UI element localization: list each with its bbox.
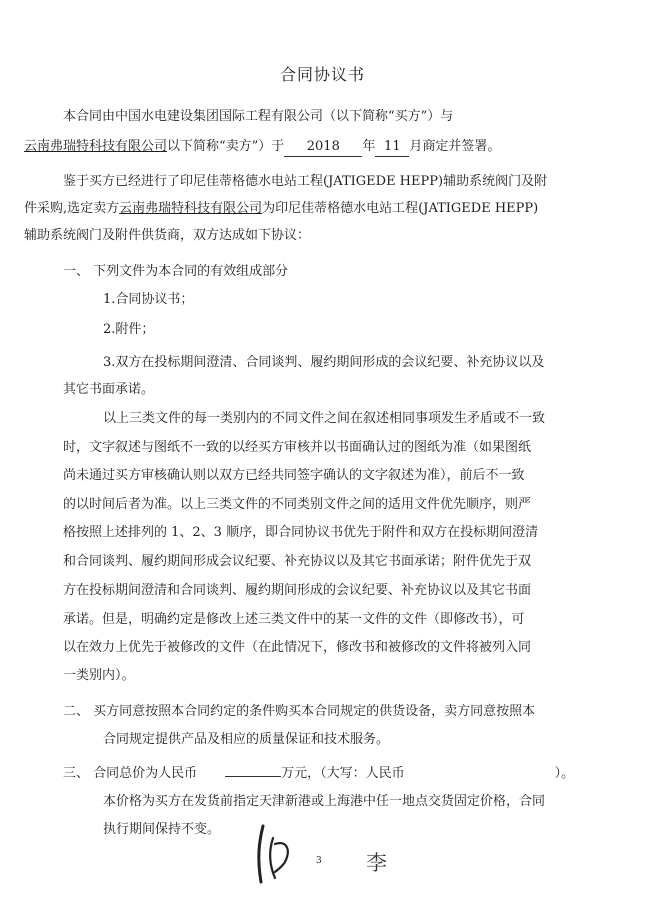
section-3-line-3: 执行期间保持不变。 — [103, 822, 221, 837]
priority-line-9: 以在效力上优先于被修改的文件（在此情况下，修改书和被修改的文件将被列入同 — [63, 640, 532, 655]
priority-line-2: 时，文字叙述与图纸不一致的以经买方审核并以书面确认过的图纸为准（如果图纸 — [63, 440, 532, 455]
priority-line-5: 格按照上述排列的 1、2、3 顺序，即合同协议书优先于附件和双方在投标期间澄清 — [63, 525, 539, 540]
section-1-item-2: 2.附件； — [103, 322, 155, 337]
handwritten-initial-right: 李 — [366, 851, 387, 875]
priority-line-4: 的以时间后者为准。以上三类文件的不同类别文件之间的适用文件优先顺序，则严 — [63, 497, 532, 512]
intro-line-2 — [24, 138, 500, 157]
page-number: 3 — [316, 856, 322, 866]
intro-text-b: 年 — [362, 139, 376, 154]
sign-month: 11 — [375, 138, 409, 157]
preamble-text-b: 为印尼佳蒂格德水电站工程(JATIGEDE HEPP) — [262, 201, 539, 216]
sign-year: 2018 — [284, 138, 362, 157]
section-1-item-1: 1.合同协议书； — [103, 292, 194, 307]
priority-line-7: 方在投标期间澄清和合同谈判、履约期间形成的会议纪要、补充协议以及其它书面 — [63, 583, 532, 598]
priority-line-3: 尚未通过买方审核确认则以双方已经共同签字确认的文字叙述为准），前后不一致 — [63, 468, 525, 483]
section-2-line-2: 合同规定提供产品及相应的质量保证和技术服务。 — [103, 732, 390, 747]
seller-name: 云南弗瑞特科技有限公司 — [24, 139, 168, 154]
total-price-close: ）。 — [554, 766, 575, 781]
total-price-capital-label: 万元，（大写：人民币 — [281, 766, 405, 781]
intro-text-a: 以下简称“卖方”）于 — [167, 139, 285, 154]
preamble-line-3: 辅助系统阀门及附件供货商，双方达成如下协议： — [24, 228, 311, 243]
priority-line-6: 和合同谈判、履约期间形成会议纪要、补充协议以及其它书面承诺；附件优先于双 — [63, 554, 532, 569]
preamble-seller-name: 云南弗瑞特科技有限公司 — [119, 201, 263, 216]
preamble-line-1: 鉴于买方已经进行了印尼佳蒂格德水电站工程(JATIGEDE HEPP)辅助系统阀门及附 — [63, 174, 548, 189]
preamble-text-a: 件采购,选定卖方 — [24, 201, 120, 216]
section-2-line-1: 二、 买方同意按照本合同约定的条件购买本合同规定的供货设备，卖方同意按照本 — [63, 704, 536, 719]
document-title: 合同协议书 — [279, 65, 365, 84]
intro-text-c: 月商定并签署。 — [409, 139, 501, 154]
handwritten-signature-left — [245, 820, 305, 890]
priority-line-8: 承诺。但是，明确约定是修改上述三类文件中的某一文件的文件（即修改书），可 — [63, 612, 525, 627]
section-1-item-3-line-1: 3.双方在投标期间澄清、合同谈判、履约期间形成的会议纪要、补充协议以及 — [103, 355, 545, 370]
section-1-heading: 一、 下列文件为本合同的有效组成部分 — [63, 264, 289, 279]
preamble-line-2 — [24, 200, 538, 218]
section-3-line-2: 本价格为买方在发货前指定天津新港或上海港中任一地点交货固定价格，合同 — [103, 794, 546, 809]
section-1-item-3-line-2: 其它书面承诺。 — [63, 382, 155, 397]
total-price-amount-blank — [225, 776, 281, 777]
total-price-label: 三、 合同总价为人民币 — [63, 766, 198, 781]
section-3-line-1 — [63, 765, 574, 783]
priority-line-10: 一类别内）。 — [63, 668, 135, 683]
priority-line-1: 以上三类文件的每一类别内的不同文件之间在叙述相同事项发生矛盾或不一致 — [103, 411, 546, 426]
intro-line-1: 本合同由中国水电建设集团国际工程有限公司（以下简称“买方”）与 — [63, 109, 454, 124]
